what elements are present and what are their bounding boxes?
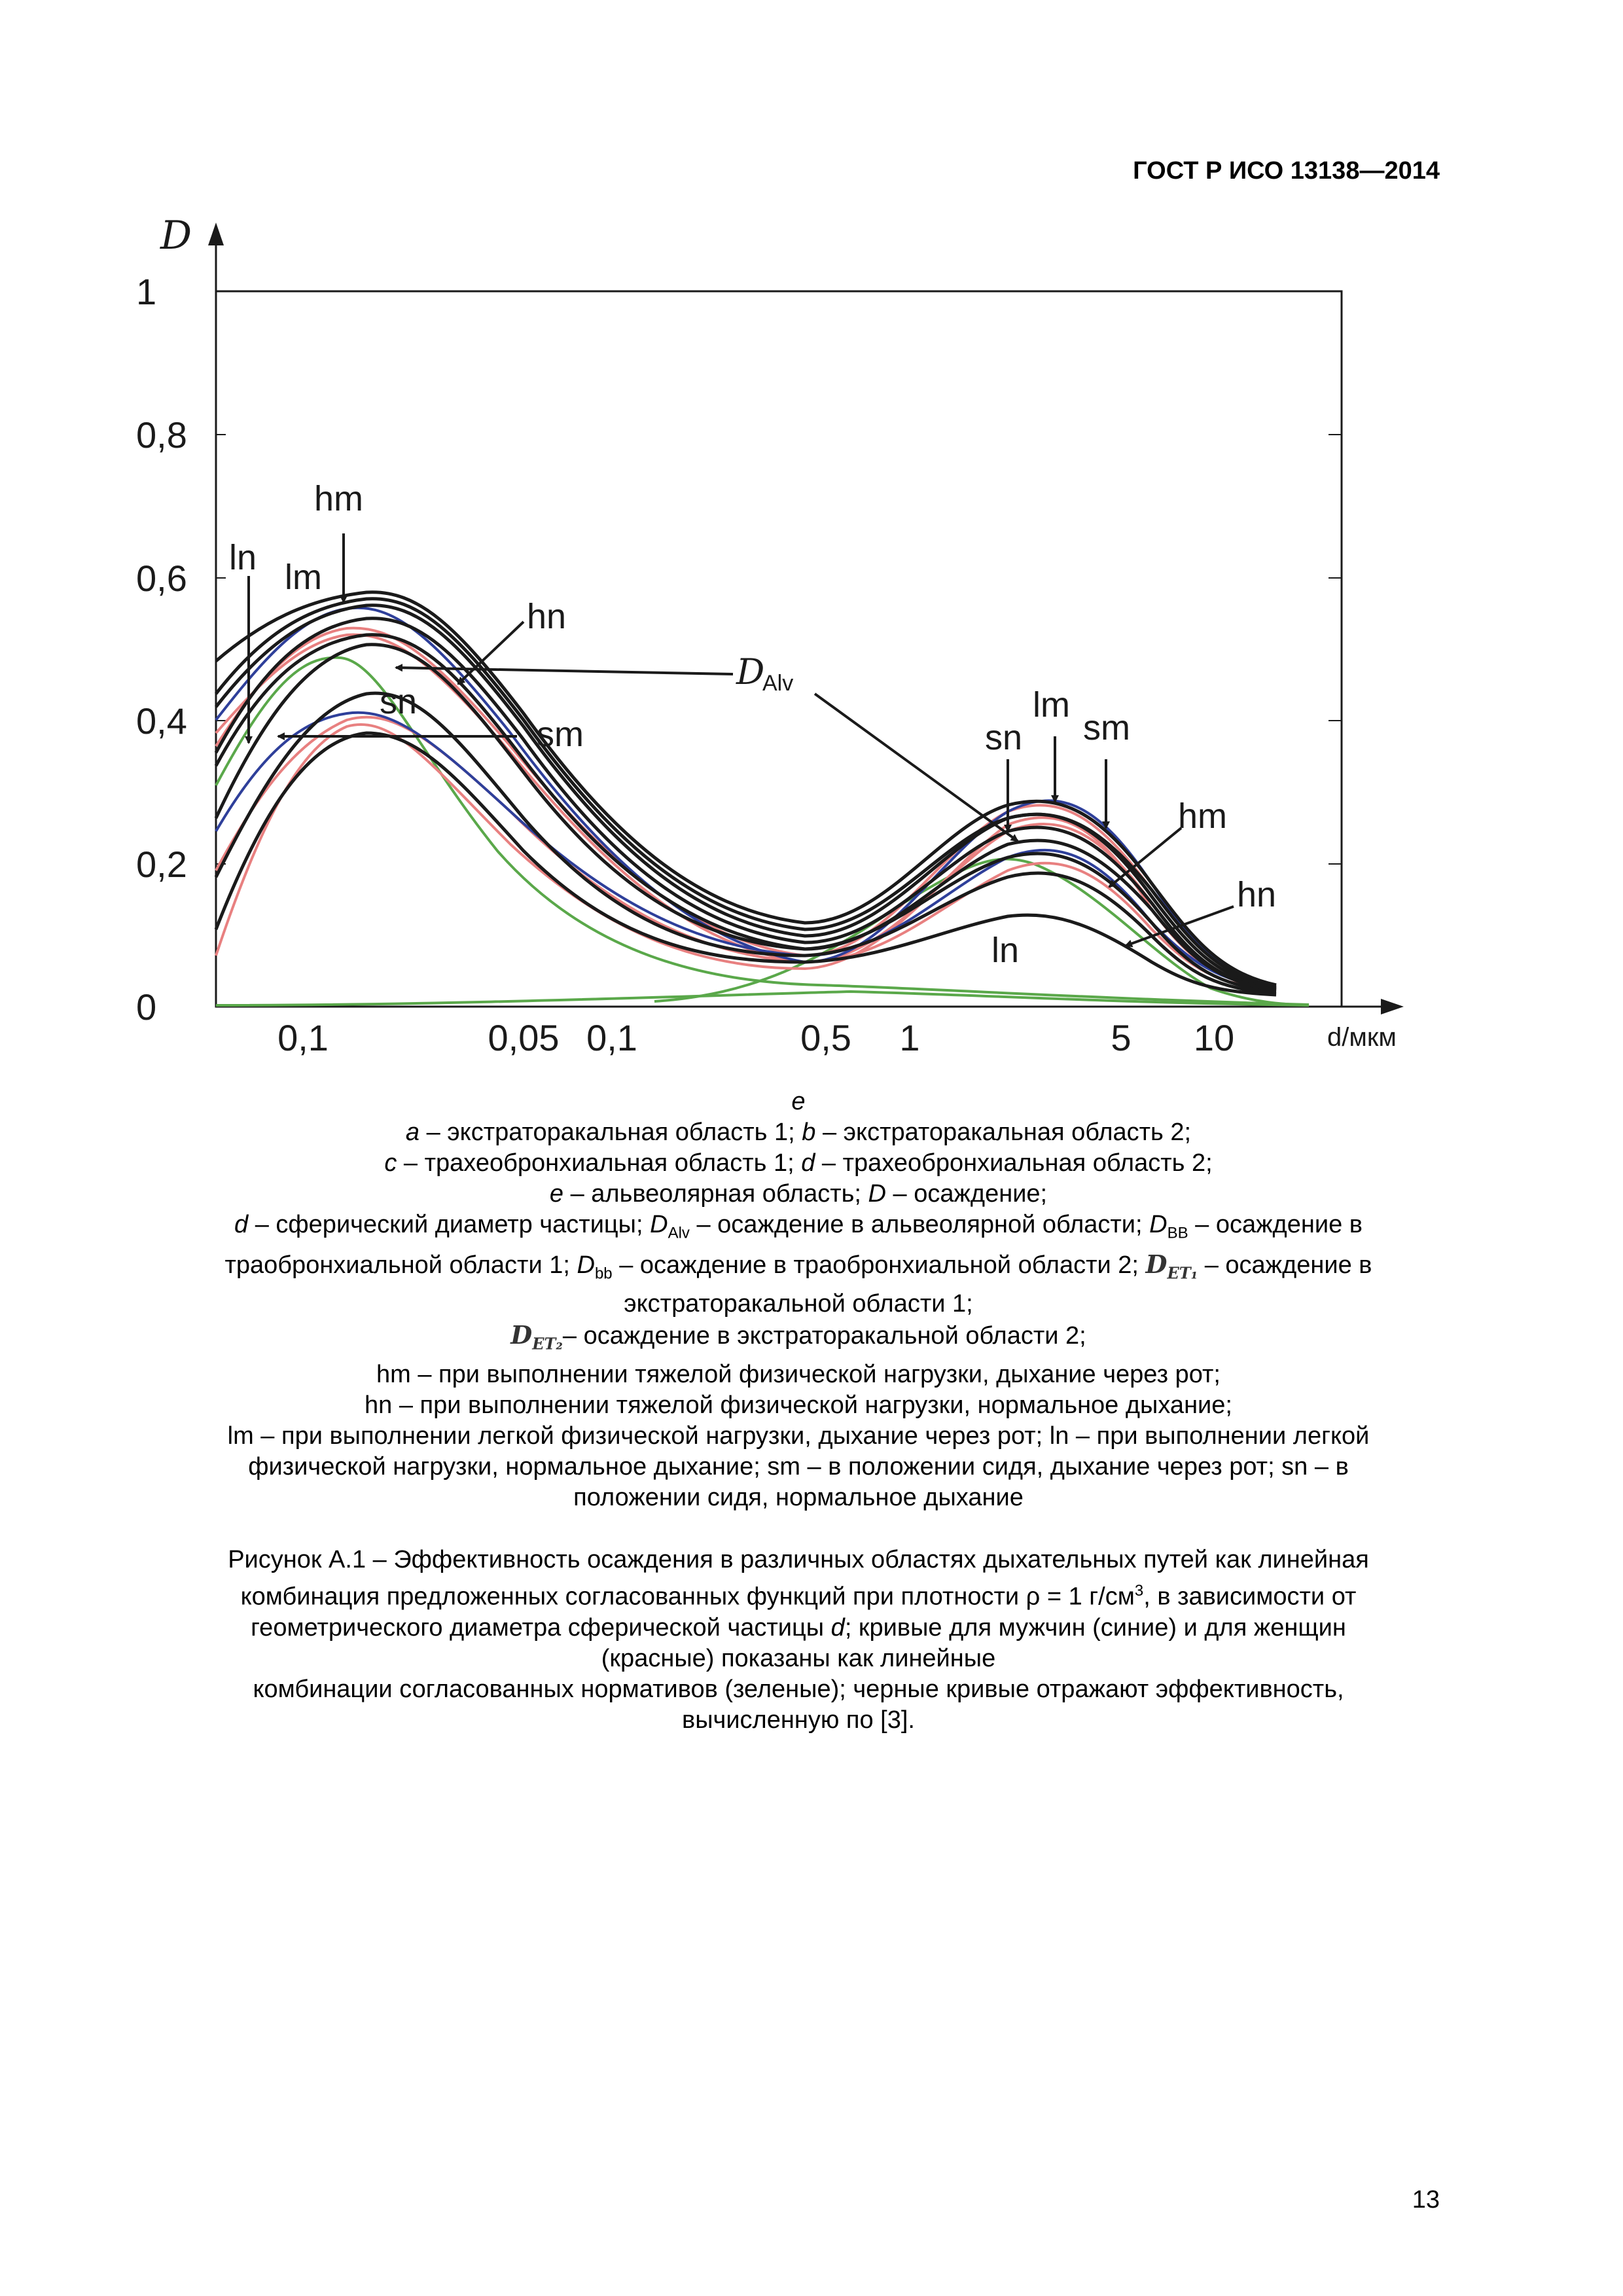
caption-line: положении сидя, нормальное дыхание [573,1483,1024,1511]
y-tick-label: 0,2 [136,844,187,885]
annotation-lm-right: lm [1033,685,1070,725]
x-axis-arrowhead [1381,999,1404,1014]
annotation-dalv-sub: Alv [762,671,794,696]
caption-line: lm – при выполнении легкой физической нагрузки, дыхание через рот; ln – при выполнении легкой [227,1422,1370,1450]
annotation-lm: lm [285,558,322,597]
plot-frame [216,291,1342,1007]
x-tick-label: 0,1 [586,1017,637,1058]
figure-caption-line: комбинация предложенных согласованных функций при плотности ρ = 1 $г/см^3$, в зависимости от [240,1582,1357,1611]
figure-legend [105,1086,1492,1513]
y-tick-label: 0,4 [136,700,187,742]
x-tick-label: 5 [1111,1017,1132,1058]
y-axis-arrowhead [208,223,224,245]
y-axis-label: D [160,213,192,259]
annotation-hm-right: hm [1178,797,1228,836]
caption-line: траобронхиальной области 1; $D_{bb}$ – осаждение в траобронхиальной области 2; $D_{ET_1}$ – осаждение в [224,1249,1372,1283]
annotation-sm: sm [537,715,584,754]
figure-caption-line: вычисленную по [3]. [682,1706,915,1734]
x-tick-label: 0,05 [488,1017,560,1058]
figure-caption-line: комбинации согласованных нормативов (зеленые); черные кривые отражают эффективность, [253,1675,1344,1703]
y-tick-label: 0,8 [136,414,187,456]
figure-caption-line: Рисунок А.1 – Эффективность осаждения в различных областях дыхательных путей как линейная [228,1546,1369,1573]
caption-line: hn – при выполнении тяжелой физической нагрузки, нормальное дыхание; [365,1391,1232,1419]
annotation-hm: hm [314,479,364,518]
annotation-ln-right: ln [991,931,1020,970]
annotation-sn-right: sn [985,718,1023,757]
annotation-hn-right: hn [1237,875,1277,914]
y-ticks [216,435,1342,864]
caption-line: a – экстраторакальная область 1; b – экстраторакальная область 2; [405,1119,1192,1146]
document-header: ГОСТ Р ИСО 13138—2014 [1133,157,1440,185]
x-tick-label: 0,5 [800,1017,851,1058]
caption-line: e – альвеолярная область; D – осаждение; [549,1180,1048,1208]
caption-line: d – сферический диаметр частицы; $D_{Alv}$ – осаждение в альвеолярной области; $D_{BB}$ – осаждение в [234,1211,1363,1242]
page-number: 13 [1412,2186,1440,2214]
annotation-sm-right: sm [1083,708,1130,747]
caption-line: физической нагрузки, нормальное дыхание; sm – в положении сидя, дыхание через рот; sn – в [248,1452,1349,1480]
y-tick-label: 0,6 [136,558,187,599]
annotation-dalv: D [736,651,765,692]
annotation-ln: ln [229,538,257,577]
caption-line: hm – при выполнении тяжелой физической нагрузки, дыхание через рот; [376,1360,1221,1388]
figure-caption [105,1545,1492,1736]
caption-line: c – трахеобронхиальная область 1; d – трахеобронхиальная область 2; [384,1149,1213,1177]
annotation-sn: sn [380,682,418,721]
x-axis-label: d/мкм [1327,1023,1397,1052]
figure-caption-line: геометрического диаметра сферической частицы d; кривые для мужчин (синие) и для женщин [251,1613,1346,1641]
annotation-hn: hn [527,597,567,636]
y-tick-label: 1 [136,271,157,312]
black-curve [216,645,1276,992]
x-tick-label: 0,1 [277,1017,329,1058]
x-tick-label: 1 [899,1017,920,1058]
x-tick-label: 10 [1193,1017,1235,1058]
deposition-chart [0,0,1623,1060]
caption-line: экстраторакальной области 1; [624,1290,973,1318]
caption-line: $D_{ET_2}-$ осаждение в экстраторакальной области 2; [510,1320,1086,1354]
figure-caption-line: (красные) показаны как линейные [601,1644,996,1672]
y-tick-label: 0 [136,986,157,1028]
panel-label: e [791,1088,806,1115]
